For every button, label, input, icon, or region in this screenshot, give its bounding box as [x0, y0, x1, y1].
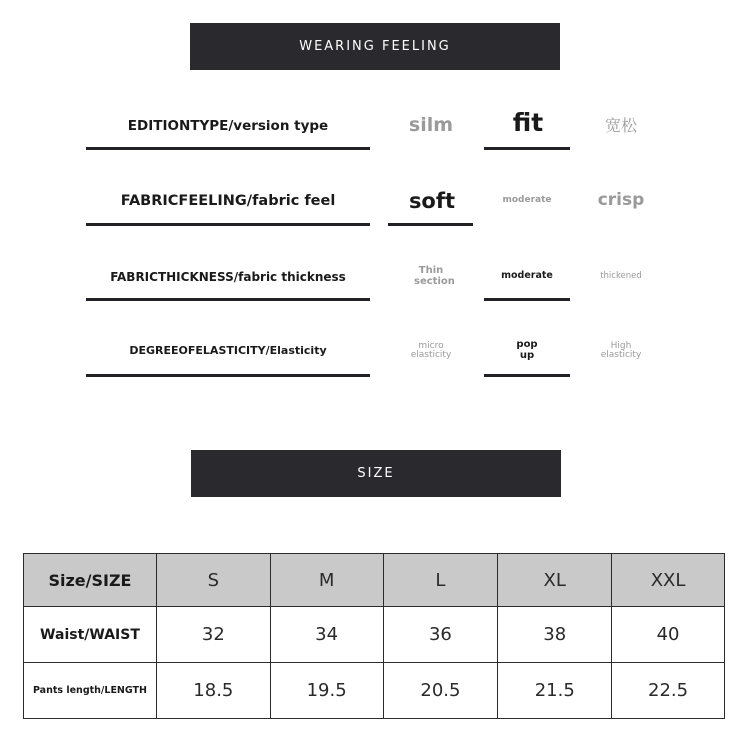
table-header-row [24, 554, 725, 607]
selected-option-underline [388, 223, 473, 226]
table-cell: 19.5 [270, 663, 383, 719]
option-silm: silm [408, 114, 454, 136]
option-moderate-selected: moderate [501, 270, 553, 281]
selected-option-underline [484, 374, 570, 377]
table-cell: 36 [383, 607, 498, 663]
table-header-cell: Size/SIZE [24, 554, 157, 607]
attr-label-underline [86, 374, 370, 377]
attr-label-edition-type: EDITIONTYPE/version type [127, 118, 329, 134]
table-cell: 18.5 [156, 663, 270, 719]
table-row [24, 663, 725, 719]
table-header-cell: S [156, 554, 270, 607]
table-row-label: Pants length/LENGTH [24, 663, 157, 719]
table-cell: 40 [612, 607, 725, 663]
option-fit-selected: fit [512, 108, 544, 137]
option-crisp: crisp [597, 190, 645, 210]
table-cell: 32 [156, 607, 270, 663]
attr-label-underline [86, 147, 370, 150]
option-soft-selected: soft [408, 189, 456, 213]
option-micro-elasticity [386, 342, 476, 361]
option-loose: 宽松 [604, 116, 637, 135]
option-moderate: moderate [502, 195, 552, 205]
table-cell: 22.5 [612, 663, 725, 719]
option-high-elasticity [576, 342, 666, 361]
option-pop-up-text: pop up [516, 339, 538, 361]
attr-label-underline [86, 298, 370, 301]
option-pop-up-selected [482, 340, 572, 361]
wearing-feeling-banner [190, 23, 560, 70]
option-micro-elasticity-text: micro elasticity [410, 341, 452, 361]
table-header-cell: XL [498, 554, 612, 607]
table-cell: 21.5 [498, 663, 612, 719]
option-thin-section-text: Thin section [414, 265, 455, 287]
attr-label-fabric-thickness: FABRICTHICKNESS/fabric thickness [110, 270, 346, 284]
size-title: SIZE [357, 466, 395, 481]
table-row [24, 607, 725, 663]
size-table [23, 553, 725, 719]
option-thickened: thickened [600, 271, 642, 281]
table-cell: 38 [498, 607, 612, 663]
selected-option-underline [484, 147, 570, 150]
table-header-cell: L [383, 554, 498, 607]
table-header-cell: M [270, 554, 383, 607]
table-header-cell: XXL [612, 554, 725, 607]
attr-label-underline [86, 223, 370, 226]
attr-label-elasticity: DEGREEOFELASTICITY/Elasticity [129, 344, 327, 357]
attr-label-fabric-feeling: FABRICFEELING/fabric feel [120, 193, 336, 209]
selected-option-underline [484, 298, 570, 301]
option-thin-section [386, 266, 476, 287]
table-cell: 20.5 [383, 663, 498, 719]
option-high-elasticity-text: High elasticity [600, 341, 642, 361]
table-row-label: Waist/WAIST [24, 607, 157, 663]
size-banner [191, 450, 561, 497]
wearing-feeling-title: WEARING FEELING [299, 39, 451, 54]
table-cell: 34 [270, 607, 383, 663]
